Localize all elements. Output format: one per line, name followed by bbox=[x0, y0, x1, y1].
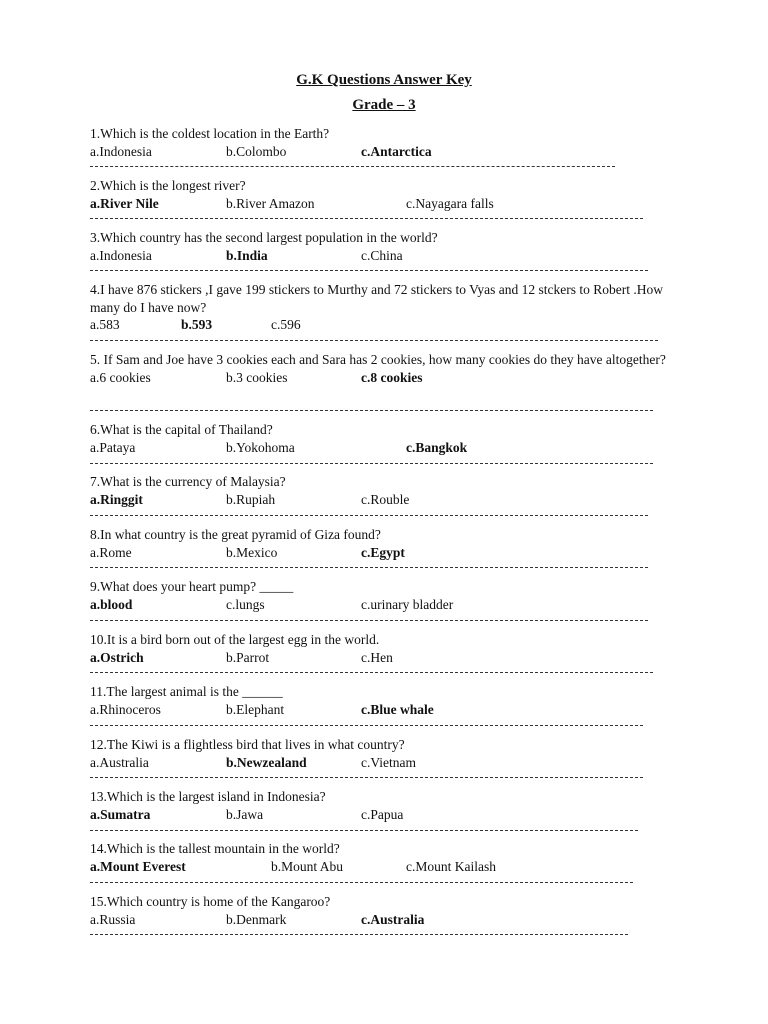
option-b: b.3 cookies bbox=[226, 369, 288, 385]
option-c-correct: c.Egypt bbox=[361, 544, 405, 560]
divider bbox=[90, 620, 648, 621]
options-row bbox=[90, 316, 690, 333]
divider bbox=[90, 463, 653, 464]
question-text: 14.Which is the tallest mountain in the world? bbox=[90, 841, 340, 856]
question-block bbox=[90, 631, 690, 666]
option-b: b.Jawa bbox=[226, 806, 264, 822]
options-row bbox=[90, 195, 690, 212]
options-row bbox=[90, 754, 690, 771]
option-c: c.Nayagara falls bbox=[406, 195, 494, 211]
option-c: c.Hen bbox=[361, 649, 393, 665]
question-block bbox=[90, 281, 690, 333]
question-text: 13.Which is the largest island in Indonesia? bbox=[90, 789, 326, 804]
options-row bbox=[90, 649, 690, 666]
divider bbox=[90, 567, 648, 568]
question-text: 15.Which country is home of the Kangaroo? bbox=[90, 894, 331, 909]
option-b: c.lungs bbox=[226, 596, 265, 612]
option-c-correct: c.8 cookies bbox=[361, 369, 423, 385]
divider bbox=[90, 830, 638, 831]
question-block bbox=[90, 177, 690, 212]
option-a: a.Australia bbox=[90, 754, 149, 770]
question-block bbox=[90, 578, 690, 613]
option-a-correct: a.blood bbox=[90, 596, 133, 612]
question-text: 7.What is the currency of Malaysia? bbox=[90, 474, 286, 489]
options-row bbox=[90, 247, 690, 264]
question-block bbox=[90, 788, 690, 823]
divider bbox=[90, 725, 643, 726]
divider bbox=[90, 882, 633, 883]
option-c-correct: c.Antarctica bbox=[361, 143, 432, 159]
question-text: 1.Which is the coldest location in the Earth? bbox=[90, 126, 330, 141]
question-text: 3.Which country has the second largest population in the world? bbox=[90, 230, 438, 245]
option-c: c.Rouble bbox=[361, 491, 410, 507]
option-a-correct: a.Ostrich bbox=[90, 649, 144, 665]
question-text: 6.What is the capital of Thailand? bbox=[90, 422, 273, 437]
option-c: c.596 bbox=[271, 317, 301, 332]
option-a-correct: a.Sumatra bbox=[90, 806, 151, 822]
option-b: b.Denmark bbox=[226, 911, 287, 927]
options-row bbox=[90, 491, 690, 508]
option-a-correct: a.Ringgit bbox=[90, 491, 143, 507]
option-c-correct: c.Blue whale bbox=[361, 701, 434, 717]
question-block bbox=[90, 893, 690, 928]
options-row bbox=[90, 544, 690, 561]
options-row bbox=[90, 701, 690, 718]
divider bbox=[90, 166, 615, 167]
options-row bbox=[90, 143, 690, 160]
option-c: c.Vietnam bbox=[361, 754, 417, 770]
option-b-correct: b.Newzealand bbox=[226, 754, 307, 770]
question-text: 8.In what country is the great pyramid of Giza found? bbox=[90, 527, 381, 542]
option-a: a.Indonesia bbox=[90, 143, 152, 159]
divider bbox=[90, 777, 643, 778]
option-a: a.Rome bbox=[90, 544, 132, 560]
option-b: b.Mount Abu bbox=[271, 858, 344, 874]
question-block bbox=[90, 840, 690, 875]
option-c: c.Papua bbox=[361, 806, 404, 822]
options-row bbox=[90, 858, 690, 875]
question-text: 9.What does your heart pump? _____ bbox=[90, 579, 294, 594]
option-a: a.Indonesia bbox=[90, 247, 152, 263]
question-block bbox=[90, 351, 690, 386]
question-text: 11.The largest animal is the ______ bbox=[90, 684, 283, 699]
options-row bbox=[90, 439, 690, 456]
option-a: a.Russia bbox=[90, 911, 136, 927]
divider bbox=[90, 410, 653, 411]
options-row bbox=[90, 596, 690, 613]
divider bbox=[90, 340, 658, 341]
question-block bbox=[90, 473, 690, 508]
question-block bbox=[90, 736, 690, 771]
option-b-correct: b.India bbox=[226, 247, 268, 263]
question-text: 12.The Kiwi is a flightless bird that lives in what country? bbox=[90, 737, 405, 752]
option-b: b.Parrot bbox=[226, 649, 270, 665]
option-c: c.Mount Kailash bbox=[406, 858, 496, 874]
question-text: 2.Which is the longest river? bbox=[90, 178, 246, 193]
option-c: c.urinary bladder bbox=[361, 596, 454, 612]
question-block bbox=[90, 526, 690, 561]
grade-heading: Grade – 3 bbox=[352, 97, 416, 113]
question-text: 5. If Sam and Joe have 3 cookies each and Sara has 2 cookies, how many cookies do they have altogether? bbox=[90, 352, 666, 367]
divider bbox=[90, 270, 648, 271]
option-c-correct: c.Australia bbox=[361, 911, 425, 927]
option-b: b.River Amazon bbox=[226, 195, 315, 211]
page-title: G.K Questions Answer Key bbox=[296, 72, 472, 88]
question-text: 10.It is a bird born out of the largest egg in the world. bbox=[90, 632, 380, 647]
divider bbox=[90, 934, 628, 935]
option-b: b.Colombo bbox=[226, 143, 287, 159]
options-row bbox=[90, 369, 690, 386]
divider bbox=[90, 672, 653, 673]
question-block bbox=[90, 683, 690, 718]
divider bbox=[90, 515, 648, 516]
option-a: a.583 bbox=[90, 317, 120, 332]
option-b: b.Mexico bbox=[226, 544, 278, 560]
options-row bbox=[90, 806, 690, 823]
option-c-correct: c.Bangkok bbox=[406, 439, 468, 455]
question-text: 4.I have 876 stickers ,I gave 199 stickers to Murthy and 72 stickers to Vyas and 12 stckers to Robert .How many do I have now? bbox=[90, 282, 664, 315]
option-c: c.China bbox=[361, 247, 403, 263]
divider bbox=[90, 218, 643, 219]
option-a: a.Rhinoceros bbox=[90, 701, 161, 717]
option-b: b.Elephant bbox=[226, 701, 285, 717]
question-block bbox=[90, 229, 690, 264]
option-a: a.Pataya bbox=[90, 439, 136, 455]
option-b: b.Yokohoma bbox=[226, 439, 295, 455]
option-b: b.Rupiah bbox=[226, 491, 276, 507]
options-row bbox=[90, 911, 690, 928]
option-a-correct: a.Mount Everest bbox=[90, 858, 186, 874]
option-a-correct: a.River Nile bbox=[90, 195, 159, 211]
question-block bbox=[90, 125, 690, 160]
option-b-correct: b.593 bbox=[181, 317, 213, 332]
option-a: a.6 cookies bbox=[90, 369, 151, 385]
question-block bbox=[90, 421, 690, 456]
